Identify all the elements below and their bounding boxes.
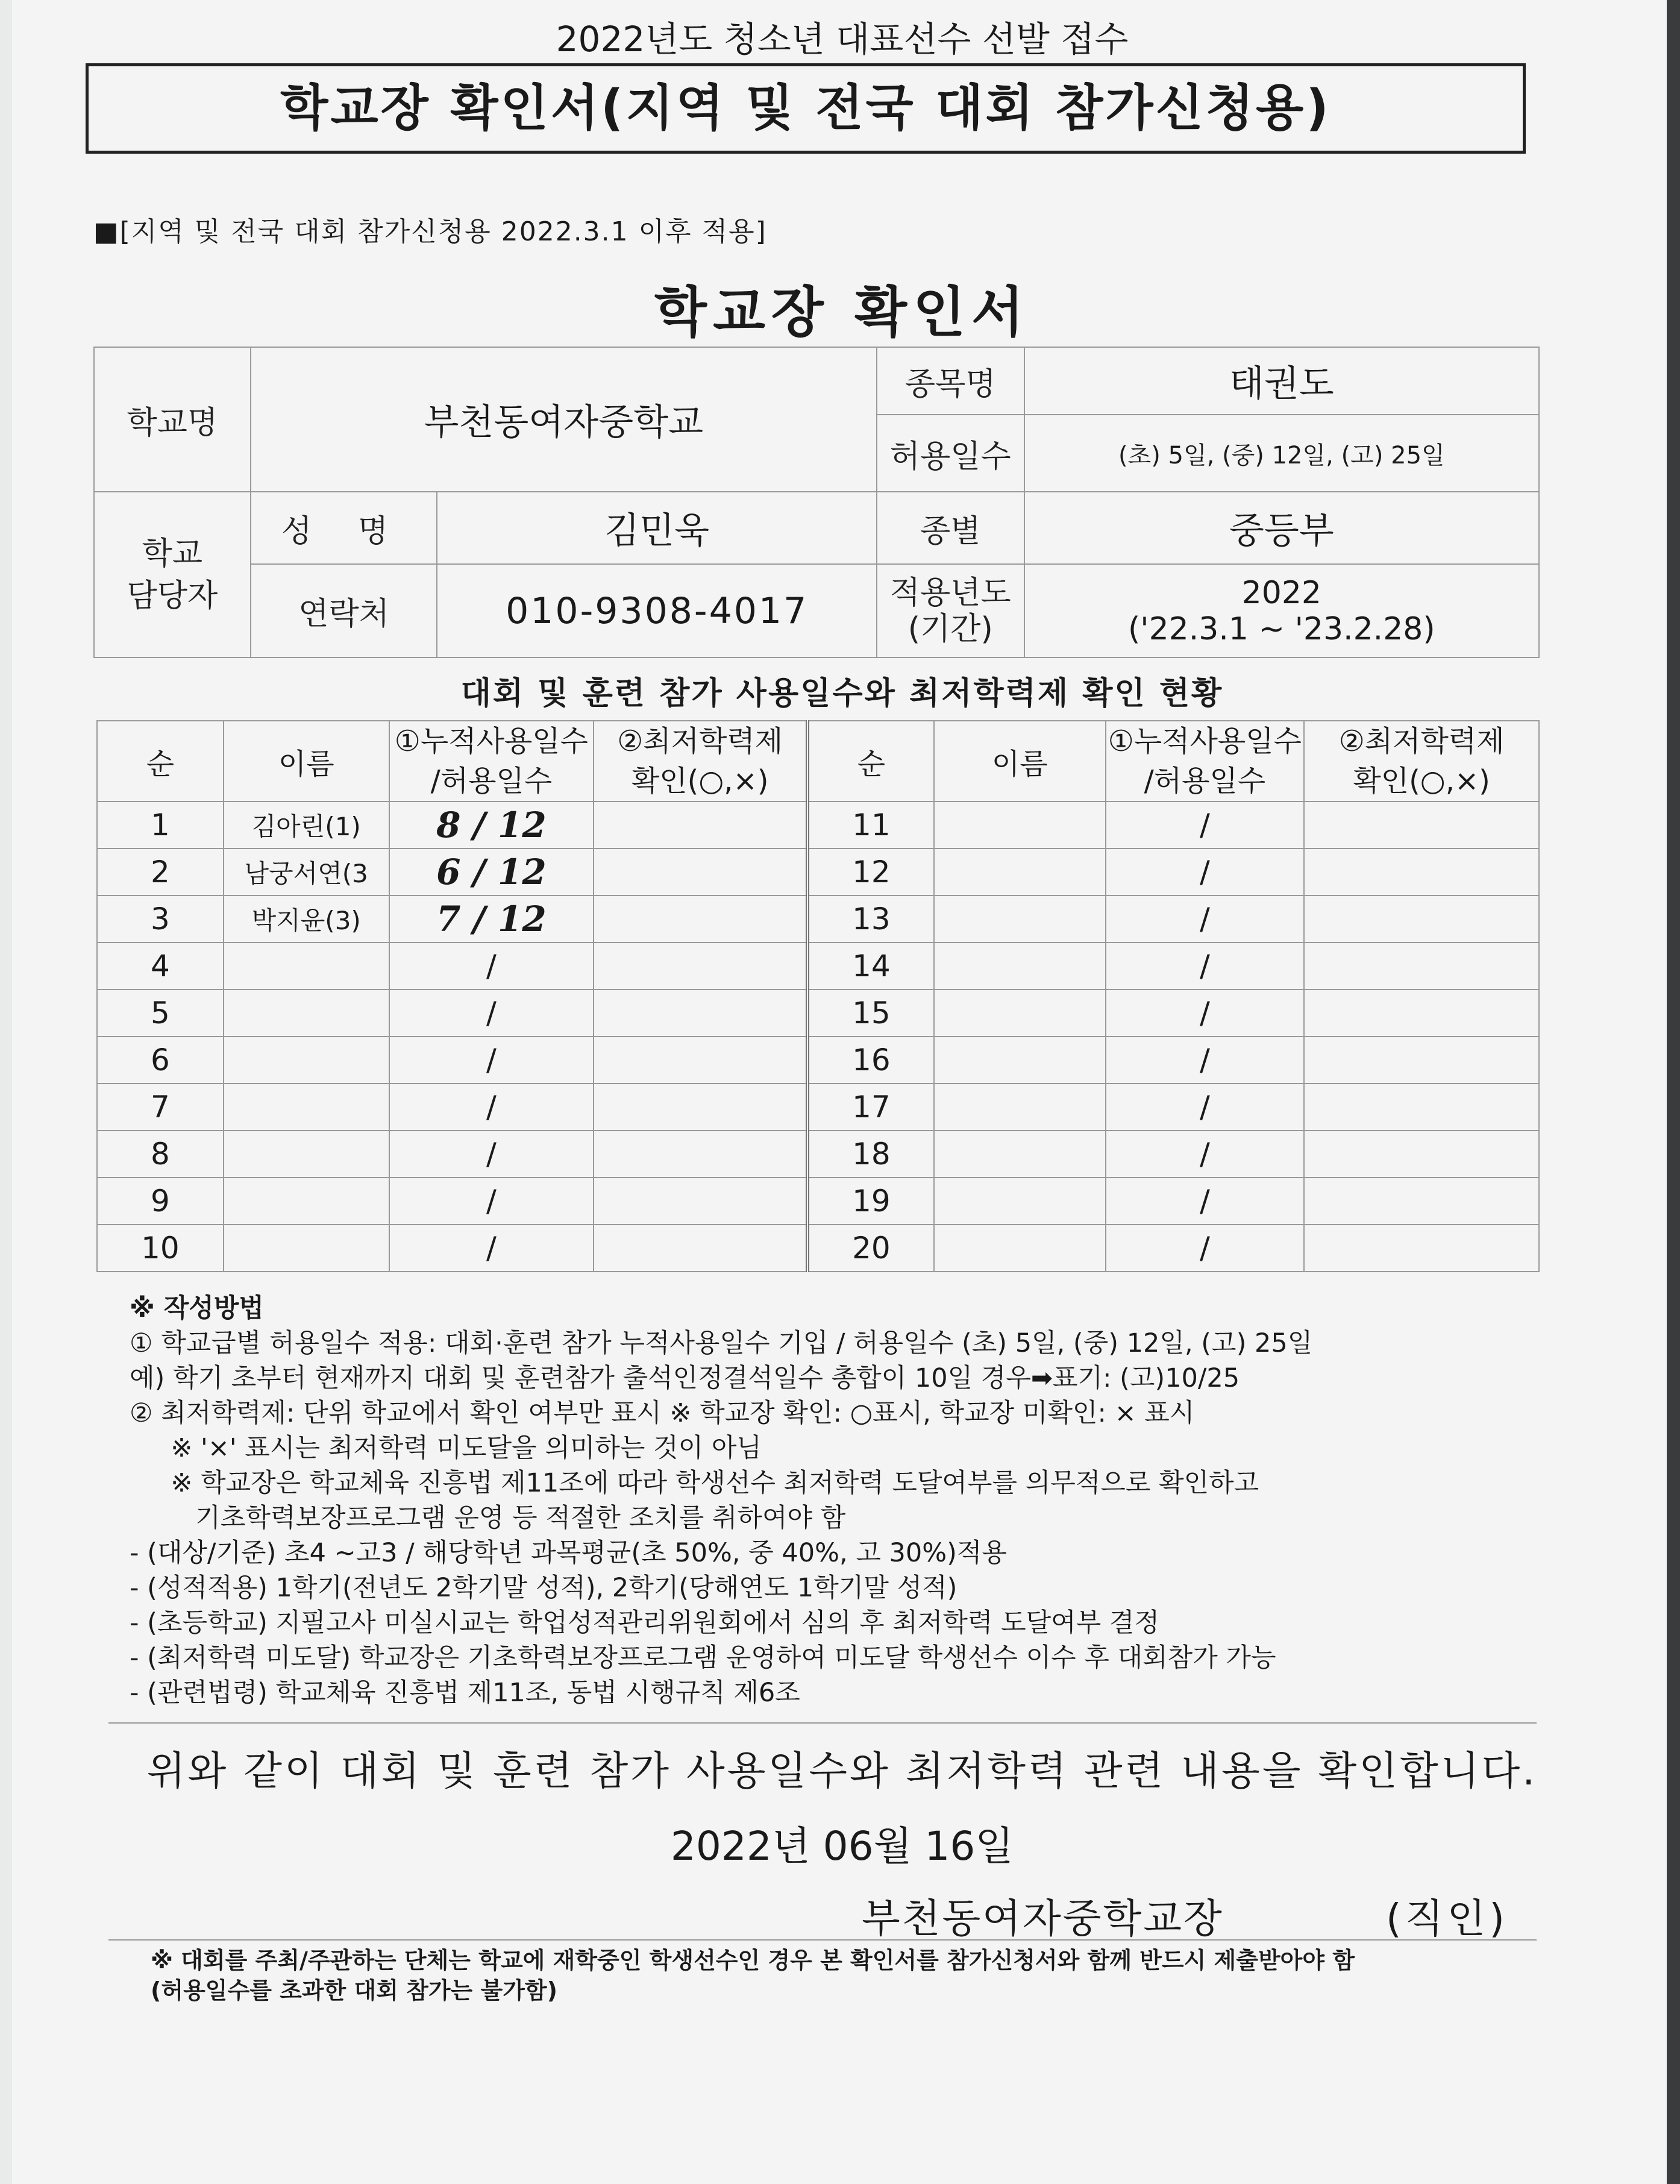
roster-cell-right-days: / — [1106, 1084, 1305, 1131]
page-title: 학교장 확인서 — [654, 281, 1030, 344]
roster-cell-right-days: / — [1106, 1037, 1305, 1084]
roster-table — [96, 720, 1540, 1272]
top-title: 2022년도 청소년 대표선수 선발 접수 — [556, 19, 1129, 60]
roster-cell-right-days: / — [1106, 896, 1305, 943]
division-label: 종별 — [877, 492, 1024, 564]
photo-edge-shadow — [1667, 0, 1680, 2184]
roster-cell-left-days: 8 / 12 — [389, 802, 594, 849]
contact-value: 010-9308-4017 — [437, 564, 876, 657]
header-check-right: ②최저학력제 확인(○,×) — [1304, 721, 1539, 802]
confirmation-statement: 위와 같이 대회 및 훈련 참가 사용일수와 최저학력 관련 내용을 확인합니다. — [146, 1748, 1538, 1794]
roster-cell-right-days: / — [1106, 943, 1305, 990]
instruction-line: - (대상/기준) 초4 ~고3 / 해당학년 과목평균(초 50%, 중 40%, 고 30%)적용 — [130, 1538, 1007, 1568]
manager-name-label: 성 명 — [251, 492, 437, 564]
instructions-title: ※ 작성방법 — [130, 1293, 264, 1323]
roster-cell-left-no: 5 — [97, 990, 224, 1037]
instructions — [130, 1291, 1546, 1710]
header-days-right: ①누적사용일수 /허용일수 — [1106, 721, 1305, 802]
school-name-label: 학교명 — [94, 347, 251, 492]
roster-cell-left-days: / — [389, 1084, 594, 1131]
roster-cell-right-name — [934, 1178, 1106, 1225]
school-info-table — [93, 347, 1540, 658]
table-row — [97, 802, 1539, 849]
official-seal-label: (직인) — [1386, 1895, 1509, 1942]
roster-cell-right-no: 19 — [807, 1178, 934, 1225]
signature-date: 2022년 06월 16일 — [670, 1823, 1014, 1869]
header-no: 순 — [97, 721, 224, 802]
table-row — [97, 990, 1539, 1037]
roster-cell-left-name: 박지윤(3) — [224, 896, 389, 943]
roster-cell-left-no: 4 — [97, 943, 224, 990]
roster-cell-right-check — [1304, 990, 1539, 1037]
roster-cell-right-no: 12 — [807, 849, 934, 896]
division-value: 중등부 — [1024, 492, 1539, 564]
roster-cell-left-no: 6 — [97, 1037, 224, 1084]
roster-cell-left-check — [594, 1225, 807, 1272]
roster-cell-left-days: / — [389, 990, 594, 1037]
table-row — [97, 1131, 1539, 1178]
roster-cell-right-check — [1304, 1084, 1539, 1131]
roster-cell-right-check — [1304, 1131, 1539, 1178]
footer-note-line: ※ 대회를 주최/주관하는 단체는 학교에 재학중인 학생선수인 경우 본 확인서를 참가신청서와 함께 반드시 제출받아야 함 — [151, 1947, 1355, 1974]
roster-cell-left-name: 남궁서연(3 — [224, 849, 389, 896]
roster-cell-right-name — [934, 1037, 1106, 1084]
document-sheet — [12, 0, 1672, 2184]
roster-cell-right-no: 16 — [807, 1037, 934, 1084]
instruction-line: ※ 학교장은 학교체육 진흥법 제11조에 따라 학생선수 최저학력 도달여부를 의무적으로 확인하고 — [130, 1468, 1259, 1498]
roster-cell-right-check — [1304, 1225, 1539, 1272]
instruction-line: ① 학교급별 허용일수 적용: 대회·훈련 참가 누적사용일수 기입 / 허용일수 (초) 5일, (중) 12일, (고) 25일 — [130, 1328, 1313, 1358]
roster-cell-left-name: 김아린(1) — [224, 802, 389, 849]
roster-title: 대회 및 훈련 참가 사용일수와 최저학력제 확인 현황 — [460, 676, 1224, 712]
instruction-line: ※ '×' 표시는 최저학력 미도달을 의미하는 것이 아님 — [130, 1433, 762, 1463]
roster-cell-left-no: 7 — [97, 1084, 224, 1131]
instruction-line: ② 최저학력제: 단위 학교에서 확인 여부만 표시 ※ 학교장 확인: ○표시, 학교장 미확인: × 표시 — [130, 1398, 1195, 1428]
roster-cell-left-days: / — [389, 1131, 594, 1178]
roster-cell-right-no: 13 — [807, 896, 934, 943]
roster-cell-right-check — [1304, 802, 1539, 849]
roster-cell-right-days: / — [1106, 802, 1305, 849]
instruction-line: 예) 학기 초부터 현재까지 대회 및 훈련참가 출석인정결석일수 총합이 10일 경우➡표기: (고)10/25 — [130, 1363, 1240, 1393]
table-row — [97, 1037, 1539, 1084]
roster-cell-right-name — [934, 1131, 1106, 1178]
roster-cell-right-name — [934, 849, 1106, 896]
roster-cell-left-no: 9 — [97, 1178, 224, 1225]
roster-cell-left-name — [224, 990, 389, 1037]
roster-cell-left-name — [224, 1178, 389, 1225]
header-days: ①누적사용일수 /허용일수 — [389, 721, 594, 802]
principal-title: 부천동여자중학교장 — [862, 1895, 1224, 1942]
table-row — [97, 1084, 1539, 1131]
contact-label: 연락처 — [251, 564, 437, 657]
roster-cell-right-check — [1304, 849, 1539, 896]
manager-label: 학교 담당자 — [94, 492, 251, 657]
roster-cell-left-no: 8 — [97, 1131, 224, 1178]
instruction-line: - (초등학교) 지필고사 미실시교는 학업성적관리위원회에서 심의 후 최저학력 도달여부 결정 — [130, 1608, 1159, 1638]
divider — [108, 1722, 1537, 1724]
roster-cell-right-name — [934, 943, 1106, 990]
table-row — [97, 943, 1539, 990]
header-name-right: 이름 — [934, 721, 1106, 802]
roster-cell-right-name — [934, 896, 1106, 943]
roster-cell-right-name — [934, 802, 1106, 849]
roster-cell-right-name — [934, 1084, 1106, 1131]
instruction-line: - (최저학력 미도달) 학교장은 기초학력보장프로그램 운영하여 미도달 학생선수 이수 후 대회참가 가능 — [130, 1643, 1276, 1673]
roster-cell-left-name — [224, 943, 389, 990]
table-row — [97, 1225, 1539, 1272]
roster-cell-left-check — [594, 1131, 807, 1178]
roster-cell-left-name — [224, 1131, 389, 1178]
roster-cell-left-no: 10 — [97, 1225, 224, 1272]
table-row — [97, 896, 1539, 943]
roster-cell-left-no: 3 — [97, 896, 224, 943]
roster-cell-right-no: 17 — [807, 1084, 934, 1131]
table-row — [97, 1178, 1539, 1225]
roster-cell-left-days: 6 / 12 — [389, 849, 594, 896]
roster-cell-right-check — [1304, 1037, 1539, 1084]
roster-cell-right-check — [1304, 943, 1539, 990]
header-check: ②최저학력제 확인(○,×) — [594, 721, 807, 802]
roster-cell-left-check — [594, 943, 807, 990]
roster-cell-right-days: / — [1106, 1131, 1305, 1178]
roster-cell-right-check — [1304, 896, 1539, 943]
roster-cell-left-no: 1 — [97, 802, 224, 849]
roster-cell-left-check — [594, 802, 807, 849]
roster-cell-right-check — [1304, 1178, 1539, 1225]
roster-cell-left-days: 7 / 12 — [389, 896, 594, 943]
instruction-line: 기초학력보장프로그램 운영 등 적절한 조치를 취하여야 함 — [130, 1503, 846, 1533]
roster-cell-left-no: 2 — [97, 849, 224, 896]
footer-note — [151, 1945, 1355, 2006]
roster-cell-left-check — [594, 990, 807, 1037]
roster-cell-right-days: / — [1106, 849, 1305, 896]
roster-cell-left-check — [594, 896, 807, 943]
roster-cell-left-name — [224, 1225, 389, 1272]
roster-cell-right-days: / — [1106, 1225, 1305, 1272]
header-name: 이름 — [224, 721, 389, 802]
roster-cell-right-no: 15 — [807, 990, 934, 1037]
roster-cell-left-check — [594, 1084, 807, 1131]
header-no-right: 순 — [807, 721, 934, 802]
allowed-days-label: 허용일수 — [877, 415, 1024, 492]
roster-cell-left-check — [594, 1037, 807, 1084]
roster-cell-left-days: / — [389, 1225, 594, 1272]
instruction-line: - (성적적용) 1학기(전년도 2학기말 성적), 2학기(당해연도 1학기말 성적) — [130, 1573, 958, 1603]
school-name-value: 부천동여자중학교 — [251, 347, 877, 492]
footer-note-line: (허용일수를 초과한 대회 참가는 불가함) — [151, 1977, 557, 2004]
roster-cell-right-no: 11 — [807, 802, 934, 849]
allowed-days-value: (초) 5일, (중) 12일, (고) 25일 — [1024, 415, 1539, 492]
roster-cell-right-name — [934, 990, 1106, 1037]
roster-cell-left-name — [224, 1084, 389, 1131]
roster-cell-right-name — [934, 1225, 1106, 1272]
year-value: 2022 ('22.3.1 ~ '23.2.28) — [1024, 564, 1539, 657]
roster-cell-left-check — [594, 1178, 807, 1225]
sport-label: 종목명 — [877, 347, 1024, 415]
applicability-note: ■[지역 및 전국 대회 참가신청용 2022.3.1 이후 적용] — [93, 216, 767, 247]
manager-name-value: 김민욱 — [437, 492, 876, 564]
roster-cell-left-days: / — [389, 943, 594, 990]
year-label: 적용년도 (기간) — [877, 564, 1024, 657]
roster-cell-right-no: 14 — [807, 943, 934, 990]
instruction-line: - (관련법령) 학교체육 진흥법 제11조, 동법 시행규칙 제6조 — [130, 1678, 800, 1708]
boxed-title: 학교장 확인서(지역 및 전국 대회 참가신청용) — [86, 63, 1526, 154]
roster-cell-right-days: / — [1106, 990, 1305, 1037]
table-row — [97, 849, 1539, 896]
roster-cell-right-no: 18 — [807, 1131, 934, 1178]
roster-cell-right-days: / — [1106, 1178, 1305, 1225]
roster-cell-right-no: 20 — [807, 1225, 934, 1272]
roster-cell-left-check — [594, 849, 807, 896]
sport-value: 태권도 — [1024, 347, 1539, 415]
roster-cell-left-name — [224, 1037, 389, 1084]
divider — [108, 1939, 1537, 1941]
roster-cell-left-days: / — [389, 1037, 594, 1084]
roster-cell-left-days: / — [389, 1178, 594, 1225]
